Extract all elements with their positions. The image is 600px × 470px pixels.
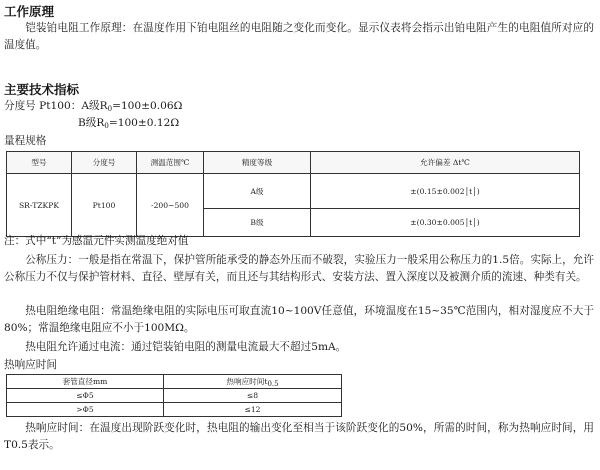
spec-prefix: 分度号 Pt100：	[4, 100, 82, 112]
table1-header-range: 测温范围℃	[137, 152, 204, 174]
range-spec-table	[6, 151, 580, 237]
table1-header-tolerance: 允许偏差 Δt℃	[311, 152, 580, 174]
response-text: 热响应时间：在温度出现阶跃变化时，热电阻的输出变化至相当于该阶跃变化的50%，所需的时间，称为热响应时间，用T0.5表示。	[4, 422, 594, 451]
table2-cell-time: ≤8	[164, 389, 342, 403]
table2-cell-diameter: ≤Φ5	[7, 389, 164, 403]
table1-cell-grade-b: B级	[204, 209, 311, 237]
table1-cell-grade-a: A级	[204, 174, 311, 209]
table2-cell-time: ≤12	[164, 403, 342, 417]
spec-b-label: B级R	[78, 117, 105, 129]
table1-header-model: 型号	[7, 152, 72, 174]
table-row	[7, 403, 342, 417]
insulation-text: 热电阻绝缘电阻：常温绝缘电阻的实际电压可取直流10~100V任意值，环境温度在15~35℃范围内，相对湿度应不大于80%；常温绝缘电阻应不小于100MΩ。	[4, 305, 594, 334]
table1-cell-range: -200~500	[137, 174, 204, 237]
spec-b-value: =100±0.12Ω	[108, 117, 180, 129]
spec-a-sub: 0	[107, 105, 113, 113]
spec-a-value: =100±0.06Ω	[112, 100, 183, 112]
table2-header-diameter: 套管直径mm	[7, 375, 164, 389]
table1-cell-tolerance-a: ±(0.15±0.002│t│)	[311, 174, 580, 209]
table2-header-time-text: 热响应时间t	[226, 376, 268, 386]
table2-header-time-sub: 0.5	[267, 379, 279, 388]
table-note: 注：式中“t”为感温元件实测温度绝对值	[4, 235, 189, 247]
table1-cell-graduation: Pt100	[72, 174, 137, 237]
section-title-specs: 主要技术指标	[4, 82, 80, 97]
spec-a-label: A级R	[81, 100, 108, 112]
table-row	[7, 174, 580, 209]
spec-line-b	[78, 115, 179, 134]
table2-header-time	[164, 375, 342, 389]
table-row	[7, 389, 342, 403]
response-time-table	[6, 374, 342, 417]
response-label: 热响应时间	[4, 359, 57, 371]
table1-cell-tolerance-b: ±(0.30±0.005│t│)	[311, 209, 580, 237]
current-text: 热电阻允许通过电流：通过铠装铂电阻的测量电流最大不超过5mA。	[25, 341, 347, 353]
spec-b-sub: 0	[104, 122, 109, 130]
section-title-principle: 工作原理	[4, 4, 55, 19]
principle-text: 铠装铂电阻工作原理：在温度作用下铂电阻丝的电阻随之变化而变化。显示仪表将会指示出铂电阻产生的电阻值所对应的温度值。	[4, 22, 594, 51]
pressure-text: 公称压力：一般是指在常温下，保护管所能承受的静态外压而不破裂，实验压力一般采用公称压力的1.5倍。实际上，允许公称压力不仅与保护管材料、直径、壁厚有关，而且还与其结构形式、安装方法、置入深度以及被测介质的流速、种类有关。	[4, 254, 594, 283]
table2-cell-diameter: >Φ5	[7, 403, 164, 417]
table1-header-grade: 精度等级	[204, 152, 311, 174]
table1-header-graduation: 分度号	[72, 152, 137, 174]
table1-cell-model: SR-TZKPK	[7, 174, 72, 237]
range-label: 量程规格	[4, 135, 47, 147]
